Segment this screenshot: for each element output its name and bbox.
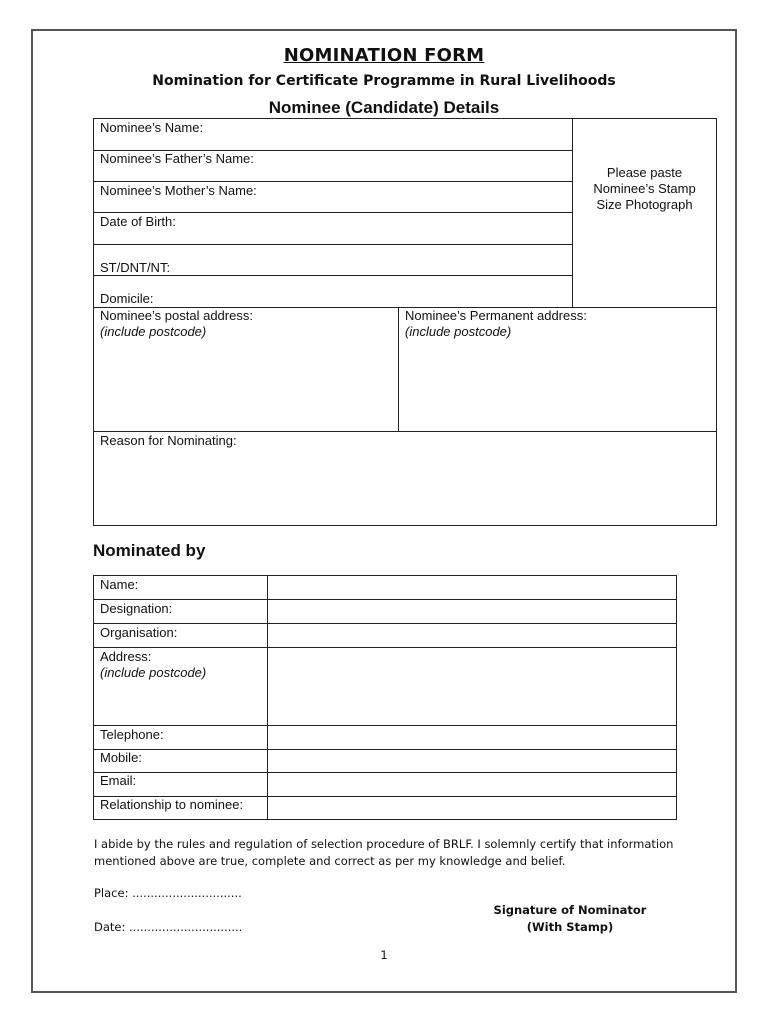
row-divider bbox=[93, 212, 572, 213]
page-number: 1 bbox=[380, 948, 388, 962]
form-title: NOMINATION FORM bbox=[283, 45, 485, 66]
organisation-label: Organisation: bbox=[100, 625, 178, 640]
telephone-input[interactable] bbox=[268, 726, 676, 748]
mobile-input[interactable] bbox=[268, 750, 676, 771]
address-divider bbox=[398, 307, 399, 431]
photo-line: Please paste bbox=[606, 165, 683, 180]
relationship-input[interactable] bbox=[268, 797, 676, 819]
postal-address-hint: (include postcode) bbox=[100, 324, 207, 339]
nominee-mother-name-field[interactable]: Nominee’s Mother’s Name: bbox=[100, 183, 257, 198]
postal-address-label: Nominee’s postal address: bbox=[100, 308, 253, 323]
photo-placeholder bbox=[572, 165, 717, 213]
email-label: Email: bbox=[100, 773, 137, 788]
nominee-section-title: Nominee (Candidate) Details bbox=[268, 98, 500, 117]
nominator-name-label: Name: bbox=[100, 577, 139, 592]
mobile-label: Mobile: bbox=[100, 750, 142, 765]
form-subtitle: Nomination for Certificate Programme in Rural Livelihoods bbox=[152, 73, 616, 89]
row-divider bbox=[93, 275, 572, 276]
reason-for-nominating-field[interactable]: Reason for Nominating: bbox=[100, 433, 237, 448]
permanent-address-hint: (include postcode) bbox=[405, 324, 512, 339]
date-field[interactable]: Date: ............................... bbox=[94, 920, 243, 934]
relationship-label: Relationship to nominee: bbox=[100, 797, 244, 812]
photo-line: Size Photograph bbox=[596, 197, 693, 212]
designation-input[interactable] bbox=[268, 600, 676, 622]
address-label: Address: bbox=[100, 649, 152, 664]
declaration-text: I abide by the rules and regulation of selection procedure of BRLF. I solemnly certify that information mentioned above are true, complete and correct as per my knowledge and belief. bbox=[94, 837, 674, 868]
address-hint: (include postcode) bbox=[100, 665, 207, 680]
domicile-field[interactable]: Domicile: bbox=[100, 291, 154, 306]
telephone-label: Telephone: bbox=[100, 727, 164, 742]
nominated-by-title: Nominated by bbox=[93, 541, 206, 560]
nominator-name-input[interactable] bbox=[268, 576, 676, 598]
organisation-input[interactable] bbox=[268, 624, 676, 646]
row-divider bbox=[93, 431, 717, 432]
designation-label: Designation: bbox=[100, 601, 173, 616]
address-input[interactable] bbox=[268, 648, 676, 724]
permanent-address-label: Nominee’s Permanent address: bbox=[405, 308, 587, 323]
signature-block bbox=[490, 902, 650, 936]
nominee-name-field[interactable]: Nominee’s Name: bbox=[100, 120, 204, 135]
signature-label: Signature of Nominator bbox=[493, 903, 647, 917]
email-input[interactable] bbox=[268, 773, 676, 795]
row-divider bbox=[93, 181, 572, 182]
nominee-father-name-field[interactable]: Nominee’s Father’s Name: bbox=[100, 151, 254, 166]
place-field[interactable]: Place: .............................. bbox=[94, 886, 242, 900]
row-divider bbox=[93, 244, 572, 245]
category-field[interactable]: ST/DNT/NT: bbox=[100, 260, 171, 275]
stamp-label: (With Stamp) bbox=[526, 920, 614, 934]
date-of-birth-field[interactable]: Date of Birth: bbox=[100, 214, 176, 229]
photo-line: Nominee’s Stamp bbox=[593, 181, 696, 196]
